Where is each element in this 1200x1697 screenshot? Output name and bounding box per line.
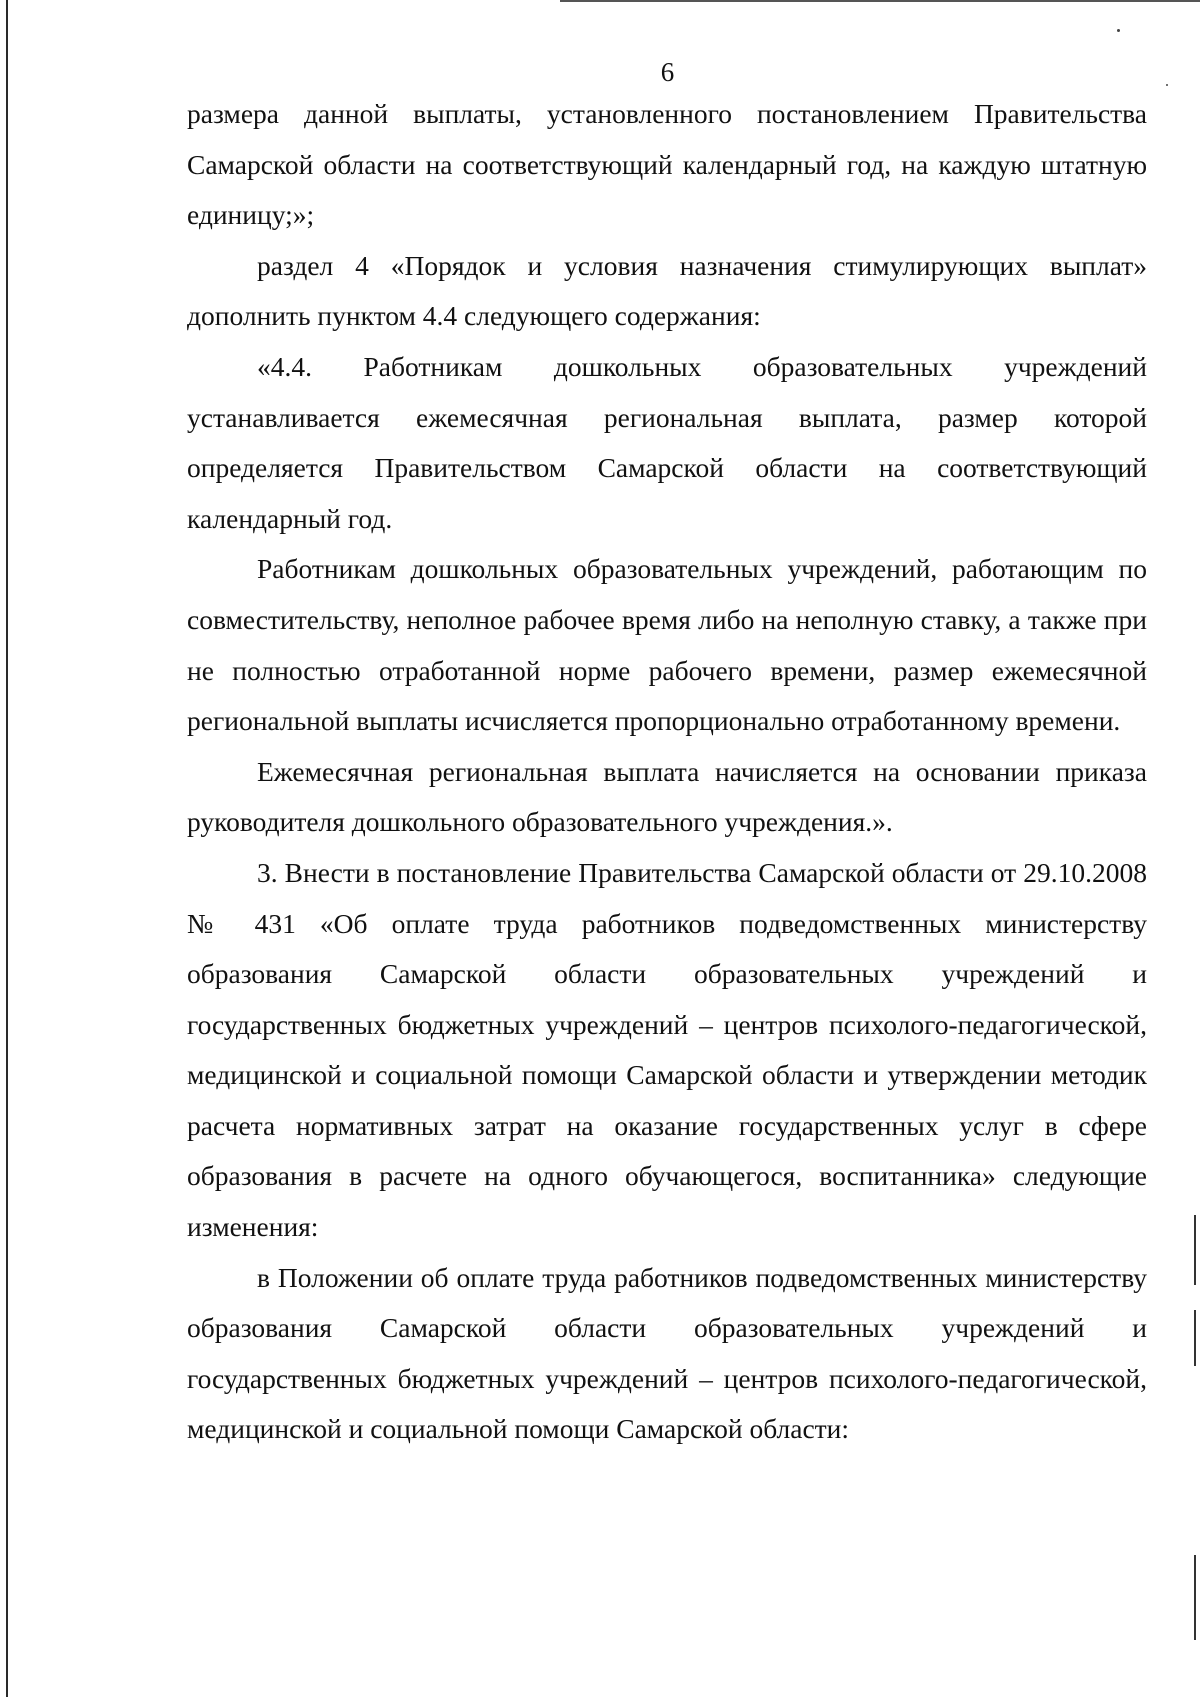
scan-mark-right-1 (1194, 1215, 1196, 1285)
paragraph: «4.4. Работникам дошкольных образовательных учреждений устанавливается ежемесячная региональная выплата, размер которой определяется Правительством Самарской области на соответствующий календарный год. (187, 350, 1147, 534)
document-body (187, 89, 1147, 1455)
scan-edge-left (6, 0, 8, 1697)
scan-mark-right-3 (1194, 1555, 1196, 1640)
scan-edge-top (560, 0, 1200, 2)
paragraph: размера данной выплаты, установленного постановлением Правительства Самарской области на соответствующий календарный год, на каждую штатную единицу;»; (187, 98, 1147, 231)
paragraph: 3. Внести в постановление Правительства Самарской области от 29.10.2008 № 431 «Об оплате труда работников подведомственных министерству образования Самарской области образовательных учреждений и государственных бюджетных учреждений – центров психолого-педагогической, медицинской и социальной помощи Самарской области и утверждении методик расчета нормативных затрат на оказание государственных услуг в сфере образования в расчете на одного обучающегося, воспитанника» следующие изменения: (187, 856, 1147, 1243)
paragraph: Работникам дошкольных образовательных учреждений, работающим по совместительству, неполное рабочее время либо на неполную ставку, а также при не полностью отработанной норме рабочего времени, размер ежемесячной региональной выплаты исчисляется пропорционально отработанному времени. (187, 553, 1147, 737)
scan-speck (1117, 29, 1120, 32)
scan-mark-right-2 (1194, 1310, 1196, 1366)
paragraph: в Положении об оплате труда работников подведомственных министерству образования Самарской области образовательных учреждений и государственных бюджетных учреждений – центров психолого-педагогической, медицинской и социальной помощи Самарской области: (187, 1261, 1147, 1445)
page-number: 6 (660, 57, 675, 87)
paragraph: раздел 4 «Порядок и условия назначения стимулирующих выплат» дополнить пунктом 4.4 следующего содержания: (187, 249, 1147, 332)
paragraph: Ежемесячная региональная выплата начисляется на основании приказа руководителя дошкольного образовательного учреждения.». (187, 755, 1147, 838)
